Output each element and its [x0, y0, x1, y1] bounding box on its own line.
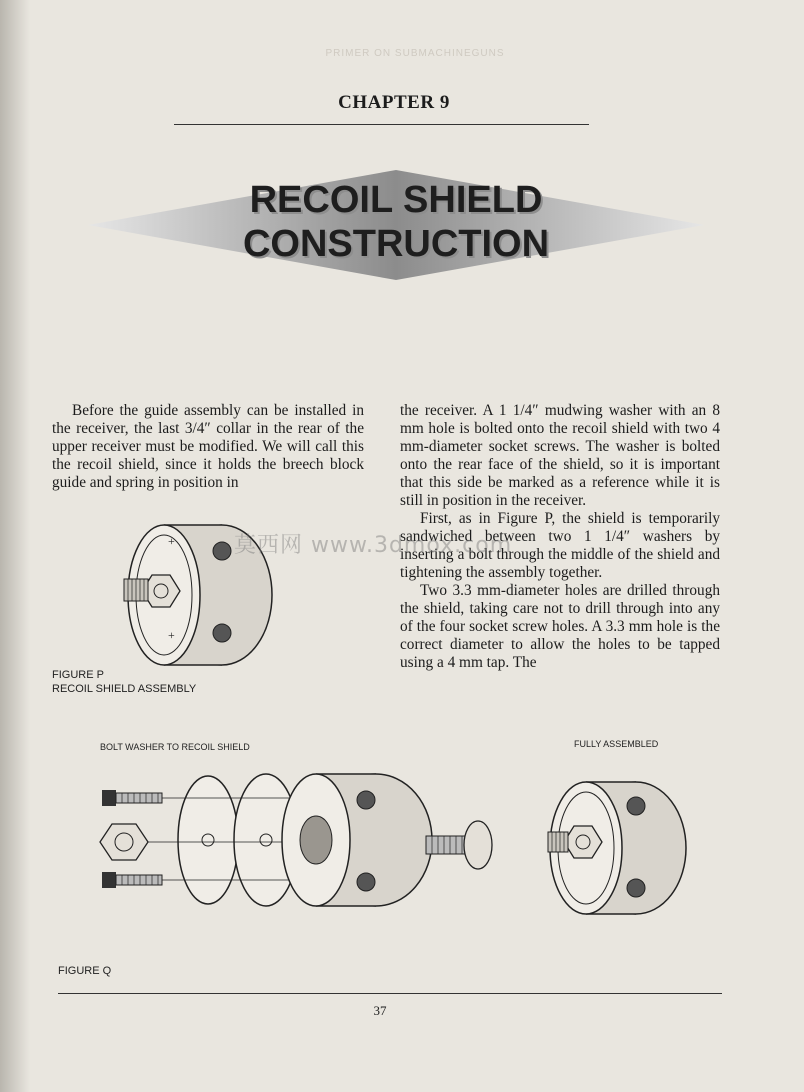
site-watermark: 莫西网 www.3dmox.com: [234, 533, 513, 558]
footer-rule: [58, 993, 722, 994]
figure-q-left-caption: BOLT WASHER TO RECOIL SHIELD: [100, 742, 250, 752]
figure-p-caption: [52, 668, 196, 696]
svg-text:+: +: [168, 534, 175, 548]
figure-q-illustration: [96, 770, 696, 920]
paragraph: First, as in Figure P, the shield is temporarily sandwiched between two 1 1/4″ washers by inserting a bolt through the middle of the shield and tightening the assembly together.: [400, 510, 720, 581]
page-number: 37: [373, 1003, 387, 1018]
title-line-2: CONSTRUCTION: [242, 223, 550, 265]
figure-p-title: RECOIL SHIELD ASSEMBLY: [52, 683, 197, 695]
paragraph: Before the guide assembly can be installed in the receiver, the last 3/4″ collar in the rear of the upper receiver must be modified. We will call this the recoil shield, since it holds the breech block guide and spring in position in: [52, 402, 364, 491]
figure-p-label: FIGURE P: [52, 669, 104, 681]
socket-screw-bottom: [102, 872, 162, 888]
chapter-heading: CHAPTER 9: [338, 92, 450, 113]
left-text-column: [52, 402, 364, 492]
socket-screw-top: [102, 790, 162, 806]
faint-running-header: PRIMER ON SUBMACHINEGUNS: [325, 48, 505, 59]
figure-q-label: FIGURE Q: [58, 965, 112, 977]
chapter-rule: [174, 124, 589, 125]
svg-text:+: +: [168, 628, 175, 642]
page-edge-shadow: [0, 0, 30, 1092]
paragraph: Two 3.3 mm-diameter holes are drilled through the shield, taking care not to drill through into any of the four socket screw holes. A 3.3 mm hole is the correct diameter to allow the holes to be tapped using a 4 mm tap. The: [400, 582, 720, 671]
page-title: [88, 178, 704, 266]
figure-q-right-caption: FULLY ASSEMBLED: [574, 739, 659, 749]
paragraph: the receiver. A 1 1/4″ mudwing washer with an 8 mm hole is bolted onto the recoil shield with two 4 mm-diameter socket screws. The washer is bolted onto the rear face of the shield, so it is important that this side be marked as a reference while it is still in position in the receiver.: [400, 402, 720, 509]
title-line-1: RECOIL SHIELD: [249, 179, 543, 221]
